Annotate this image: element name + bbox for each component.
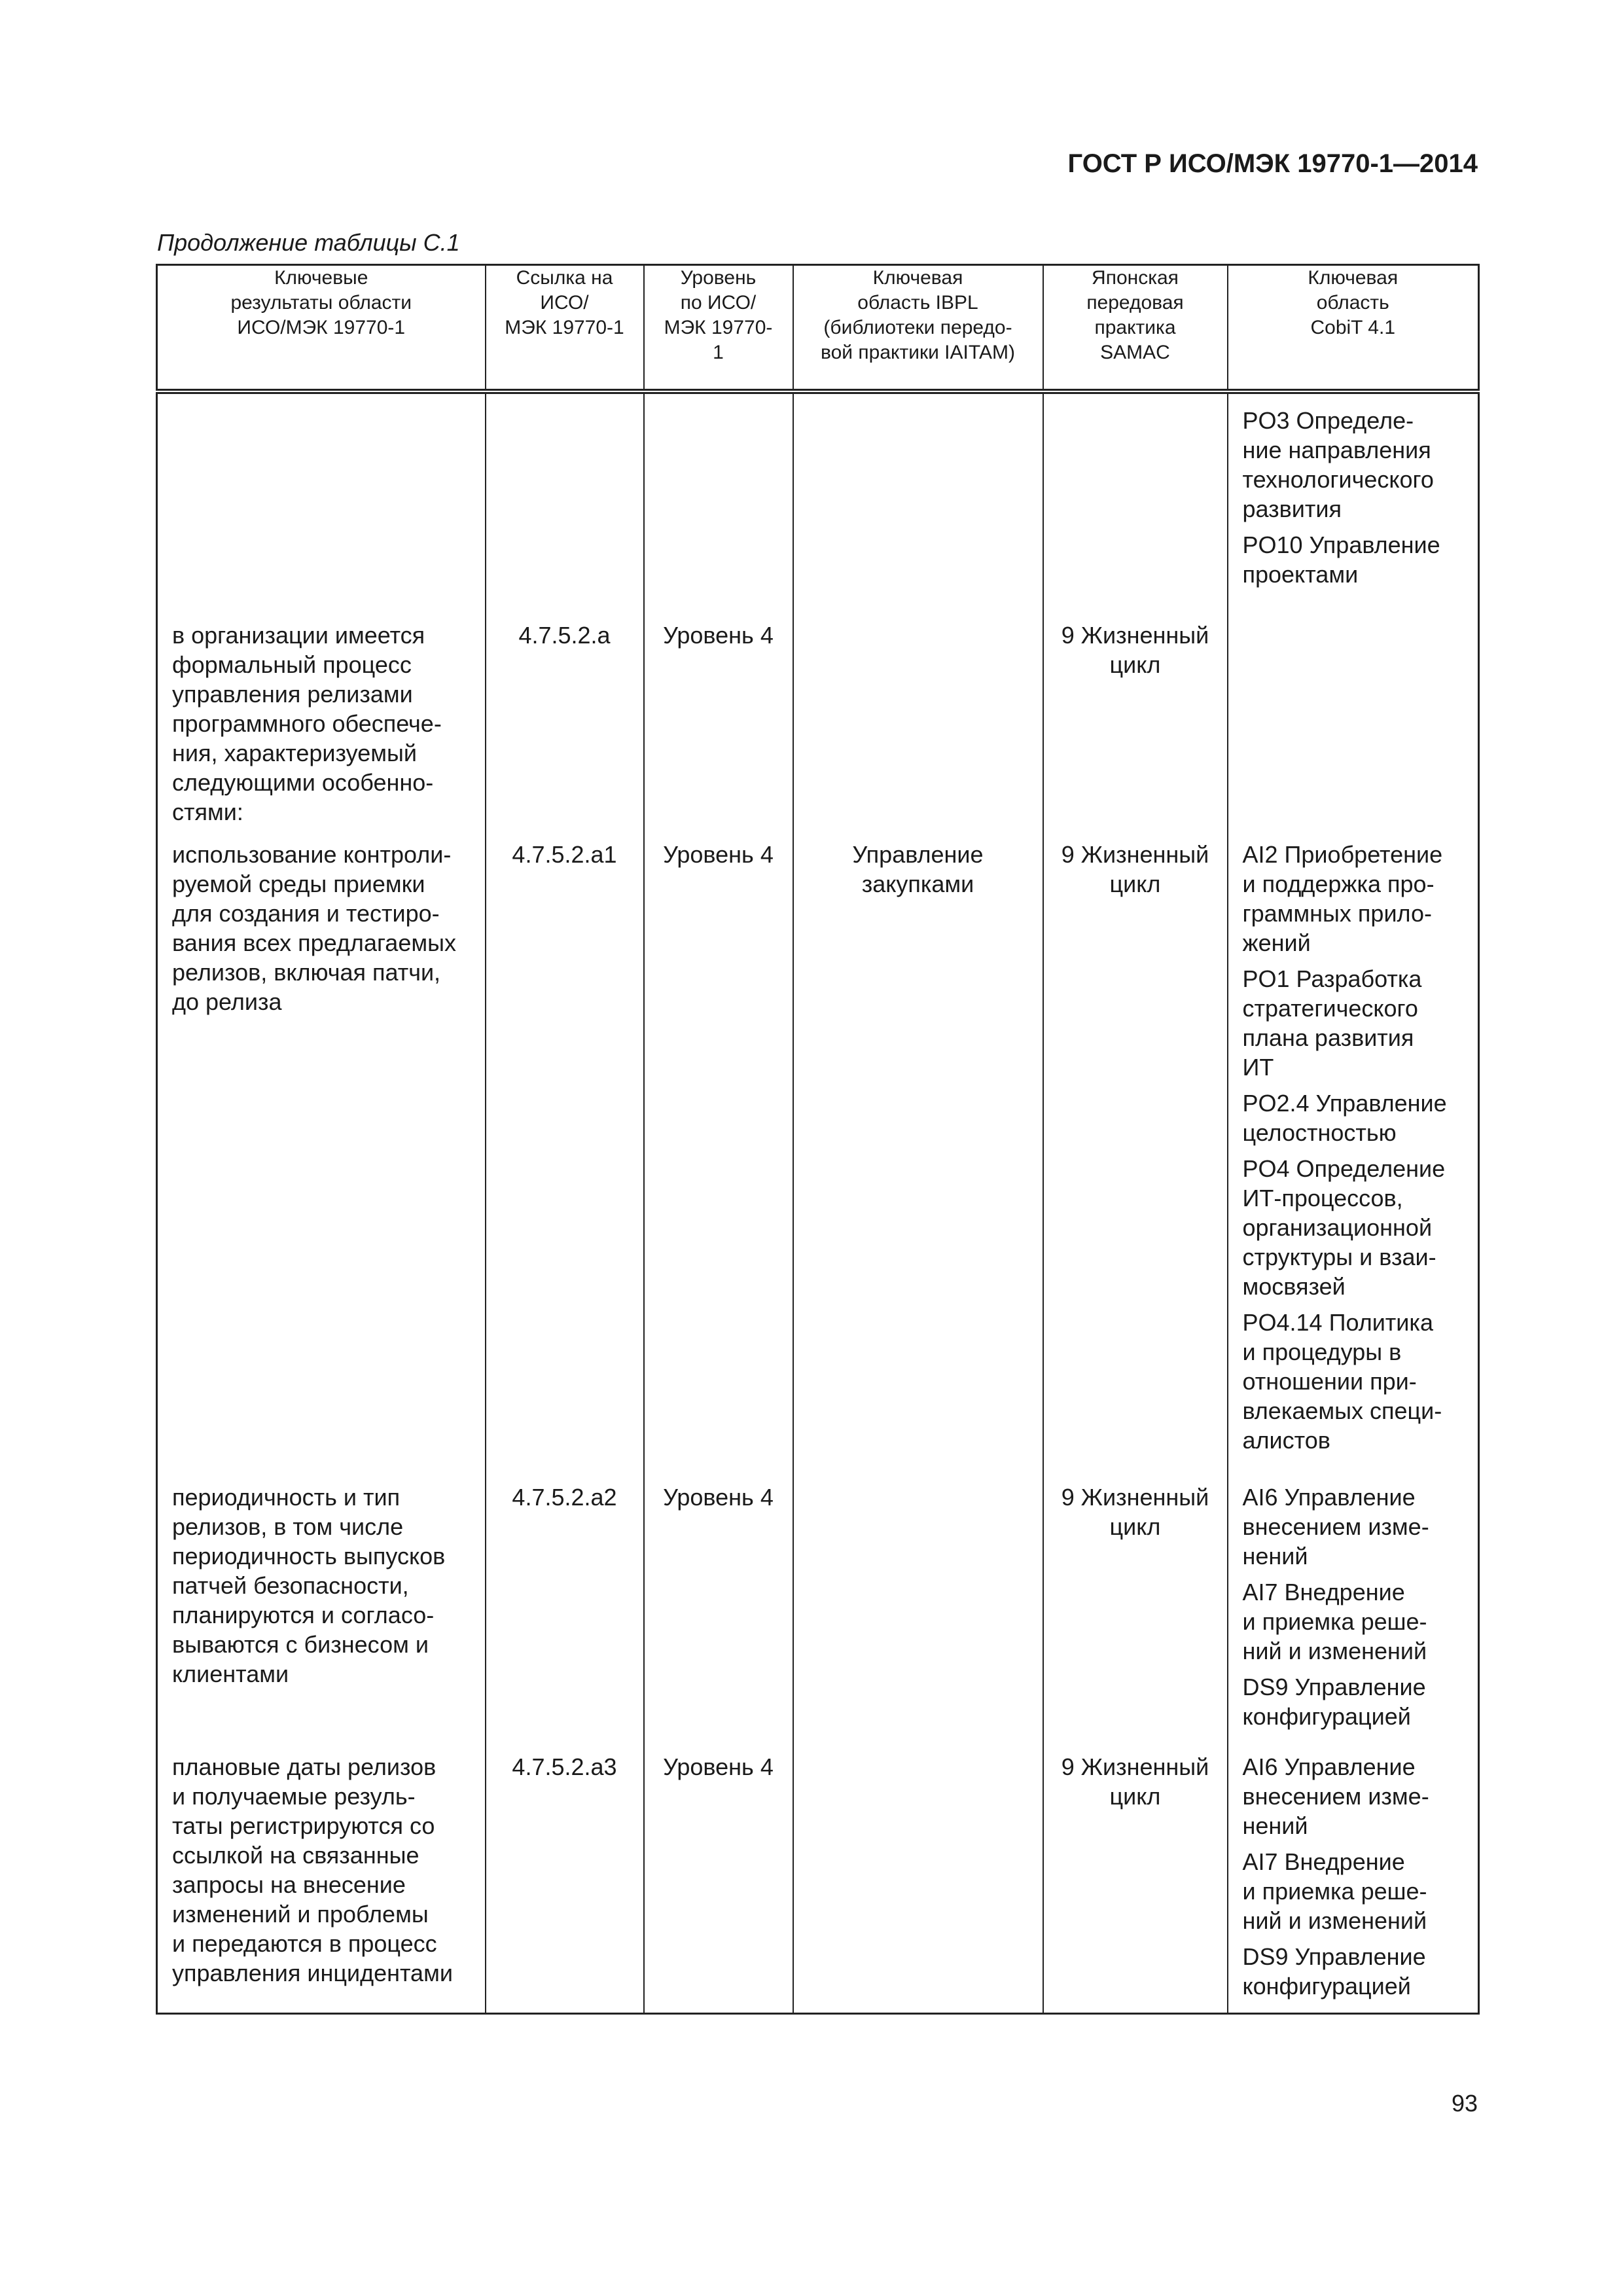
result-cell	[157, 607, 486, 827]
cobit-line: нений	[1242, 1812, 1308, 1839]
samac-cell-line: цикл	[1109, 870, 1161, 897]
cobit-line: конфигурацией	[1242, 1973, 1411, 2000]
level-cell-text: Уровень 4	[663, 1753, 774, 1780]
cobit-cell	[1228, 1469, 1479, 1739]
result-cell-line: руемой среды приемки	[172, 870, 425, 897]
result-cell-line: планируются и согласо-	[172, 1602, 435, 1628]
header-line: Ключевая	[1308, 267, 1399, 289]
cobit-line: внесением изме-	[1242, 1513, 1429, 1540]
result-cell-line: и передаются в процесс	[172, 1930, 437, 1957]
result-cell-line: клиентами	[172, 1660, 289, 1687]
cobit-line: организационной	[1242, 1214, 1433, 1241]
header-line: Японская	[1092, 267, 1179, 289]
header-level	[644, 265, 793, 392]
cobit-line: DS9 Управление	[1242, 1674, 1426, 1700]
result-cell-line: ния, характеризуемый	[172, 740, 417, 766]
table-row	[157, 1469, 1479, 1739]
table-header-row	[157, 265, 1479, 392]
cobit-line: PO10 Управление	[1242, 531, 1440, 558]
samac-cell	[1043, 391, 1228, 607]
result-cell	[157, 827, 486, 1469]
level-cell-text: Уровень 4	[663, 1484, 774, 1511]
cobit-line: технологического	[1242, 466, 1434, 493]
cobit-line: PO4 Определение	[1242, 1155, 1446, 1182]
samac-cell-line: цикл	[1109, 1513, 1161, 1540]
cobit-item	[1243, 1847, 1472, 1935]
header-line: МЭК 19770-1	[664, 317, 773, 363]
cobit-line: влекаемых специ-	[1242, 1397, 1442, 1424]
cobit-line: и приемка реше-	[1242, 1878, 1427, 1905]
level-cell	[644, 607, 793, 827]
result-cell-line: управления инцидентами	[172, 1960, 453, 1986]
table-row	[157, 391, 1479, 607]
samac-cell-line: 9 Жизненный	[1061, 1484, 1209, 1511]
standard-code: ГОСТ Р ИСО/МЭК 19770-1—2014	[1067, 149, 1478, 178]
level-cell	[644, 1469, 793, 1739]
header-line: область	[1316, 292, 1389, 314]
result-cell-line: ссылкой на связанные	[172, 1842, 419, 1869]
cobit-line: ний и изменений	[1242, 1638, 1427, 1664]
page-number: 93	[1451, 2090, 1478, 2117]
cobit-item	[1243, 1308, 1472, 1455]
cobit-line: мосвязей	[1242, 1273, 1346, 1300]
reference-cell-text: 4.7.5.2.a3	[512, 1753, 617, 1780]
cobit-item	[1243, 1672, 1472, 1731]
header-line: вой практики IAITAM)	[821, 342, 1015, 363]
table-row	[157, 607, 1479, 827]
ibpl-cell	[793, 1469, 1043, 1739]
samac-cell	[1043, 827, 1228, 1469]
header-line: область IBPL	[857, 292, 978, 314]
cobit-line: PO2.4 Управление	[1242, 1090, 1447, 1117]
cobit-line: ний и изменений	[1242, 1907, 1427, 1934]
cobit-line: AI6 Управление	[1242, 1753, 1416, 1780]
cobit-line: нений	[1242, 1543, 1308, 1570]
cobit-item	[1243, 1154, 1472, 1301]
table-caption: Продолжение таблицы С.1	[157, 229, 460, 256]
cobit-item	[1243, 1088, 1472, 1147]
samac-cell	[1043, 607, 1228, 827]
cobit-item	[1243, 1577, 1472, 1666]
cobit-line: PO4.14 Политика	[1242, 1309, 1433, 1336]
result-cell-line: стями:	[172, 798, 243, 825]
cobit-line: AI7 Внедрение	[1242, 1579, 1405, 1605]
header-line: передовая	[1086, 292, 1184, 314]
result-cell-line: изменений и проблемы	[172, 1901, 429, 1928]
cobit-cell	[1228, 827, 1479, 1469]
result-cell-line: патчей безопасности,	[172, 1572, 409, 1599]
result-cell-line: до релиза	[172, 988, 282, 1015]
header-line: Ключевая	[872, 267, 963, 289]
ibpl-cell-line: закупками	[861, 870, 974, 897]
cobit-line: внесением изме-	[1242, 1783, 1429, 1810]
cobit-item	[1243, 530, 1472, 589]
header-key-results	[157, 265, 486, 392]
samac-cell	[1043, 1739, 1228, 2014]
cobit-line: ИТ	[1242, 1054, 1274, 1081]
table-row	[157, 827, 1479, 1469]
header-line: Ссылка на	[516, 267, 613, 289]
header-line: Ключевые	[274, 267, 368, 289]
cobit-line: ИТ-процессов,	[1242, 1185, 1403, 1211]
ibpl-cell	[793, 827, 1043, 1469]
level-cell-text: Уровень 4	[663, 622, 774, 649]
cobit-item	[1243, 1942, 1472, 2001]
cobit-line: AI7 Внедрение	[1242, 1848, 1405, 1875]
result-cell-line: релизов, включая патчи,	[172, 959, 441, 986]
table-row	[157, 1739, 1479, 2014]
result-cell	[157, 1739, 486, 2014]
header-reference	[486, 265, 644, 392]
comparison-table	[156, 264, 1480, 2015]
cobit-line: и приемка реше-	[1242, 1608, 1427, 1635]
cobit-line: PO3 Определе-	[1242, 407, 1414, 434]
samac-cell-line: 9 Жизненный	[1061, 622, 1209, 649]
header-line: ИСО/МЭК 19770-1	[237, 317, 406, 338]
samac-cell-line: цикл	[1109, 1783, 1161, 1810]
level-cell-text: Уровень 4	[663, 841, 774, 868]
cobit-cell	[1228, 1739, 1479, 2014]
reference-cell-text: 4.7.5.2.a	[518, 622, 611, 649]
reference-cell	[486, 827, 644, 1469]
cobit-line: целостностью	[1242, 1119, 1397, 1146]
ibpl-cell-line: Управление	[852, 841, 984, 868]
reference-cell-text: 4.7.5.2.a2	[512, 1484, 617, 1511]
level-cell	[644, 391, 793, 607]
result-cell	[157, 1469, 486, 1739]
cobit-item	[1243, 1752, 1472, 1840]
samac-cell-line: 9 Жизненный	[1061, 841, 1209, 868]
cobit-line: алистов	[1242, 1427, 1330, 1454]
cobit-cell	[1228, 607, 1479, 827]
result-cell-line: запросы на внесение	[172, 1871, 406, 1898]
cobit-line: стратегического	[1242, 995, 1418, 1022]
result-cell	[157, 391, 486, 607]
cobit-line: плана развития	[1242, 1024, 1414, 1051]
header-cobit	[1228, 265, 1479, 392]
header-line: по ИСО/	[680, 292, 757, 314]
level-cell	[644, 827, 793, 1469]
level-cell	[644, 1739, 793, 2014]
header-line: (библиотеки передо-	[823, 317, 1012, 338]
cobit-item	[1243, 1482, 1472, 1571]
header-ibpl	[793, 265, 1043, 392]
cobit-line: ние направления	[1242, 437, 1431, 463]
reference-cell	[486, 391, 644, 607]
result-cell-line: следующими особенно-	[172, 769, 434, 796]
result-cell-line: управления релизами	[172, 681, 413, 708]
cobit-line: структуры и взаи-	[1242, 1244, 1436, 1270]
result-cell-line: программного обеспече-	[172, 710, 442, 737]
cobit-line: PO1 Разработка	[1242, 965, 1422, 992]
result-cell-line: таты регистрируются со	[172, 1812, 435, 1839]
cobit-line: развития	[1242, 495, 1342, 522]
reference-cell	[486, 1739, 644, 2014]
cobit-line: DS9 Управление	[1242, 1943, 1426, 1970]
cobit-line: конфигурацией	[1242, 1703, 1411, 1730]
result-cell-line: вания всех предлагаемых	[172, 929, 456, 956]
cobit-line: и поддержка про-	[1242, 870, 1435, 897]
ibpl-cell	[793, 607, 1043, 827]
reference-cell	[486, 607, 644, 827]
header-line: практика	[1094, 317, 1176, 338]
header-samac	[1043, 265, 1228, 392]
result-cell-line: и получаемые резуль-	[172, 1783, 416, 1810]
samac-cell-line: цикл	[1109, 651, 1161, 678]
header-line: Уровень	[680, 267, 757, 289]
header-line: CobiT 4.1	[1310, 317, 1396, 338]
cobit-item	[1243, 964, 1472, 1082]
cobit-line: и процедуры в	[1242, 1338, 1402, 1365]
cobit-item	[1243, 406, 1472, 524]
cobit-line: граммных прило-	[1242, 900, 1432, 927]
result-cell-line: периодичность выпусков	[172, 1543, 446, 1570]
cobit-line: проектами	[1242, 561, 1359, 588]
cobit-item	[1243, 840, 1472, 958]
ibpl-cell	[793, 391, 1043, 607]
result-cell-line: использование контроли-	[172, 841, 452, 868]
samac-cell	[1043, 1469, 1228, 1739]
result-cell-line: формальный процесс	[172, 651, 412, 678]
ibpl-cell	[793, 1739, 1043, 2014]
result-cell-line: релизов, в том числе	[172, 1513, 404, 1540]
cobit-line: AI2 Приобретение	[1242, 841, 1443, 868]
header-line: SAMAC	[1100, 342, 1170, 363]
cobit-line: AI6 Управление	[1242, 1484, 1416, 1511]
result-cell-line: для создания и тестиро-	[172, 900, 440, 927]
reference-cell	[486, 1469, 644, 1739]
reference-cell-text: 4.7.5.2.a1	[512, 841, 617, 868]
result-cell-line: вываются с бизнесом и	[172, 1631, 429, 1658]
header-line: результаты области	[230, 292, 412, 314]
cobit-line: отношении при-	[1242, 1368, 1417, 1395]
samac-cell-line: 9 Жизненный	[1061, 1753, 1209, 1780]
header-line: МЭК 19770-1	[505, 317, 624, 338]
header-line: ИСО/	[540, 292, 589, 314]
result-cell-line: плановые даты релизов	[172, 1753, 437, 1780]
cobit-cell	[1228, 391, 1479, 607]
cobit-line: жений	[1242, 929, 1311, 956]
result-cell-line: периодичность и тип	[172, 1484, 401, 1511]
result-cell-line: в организации имеется	[172, 622, 425, 649]
